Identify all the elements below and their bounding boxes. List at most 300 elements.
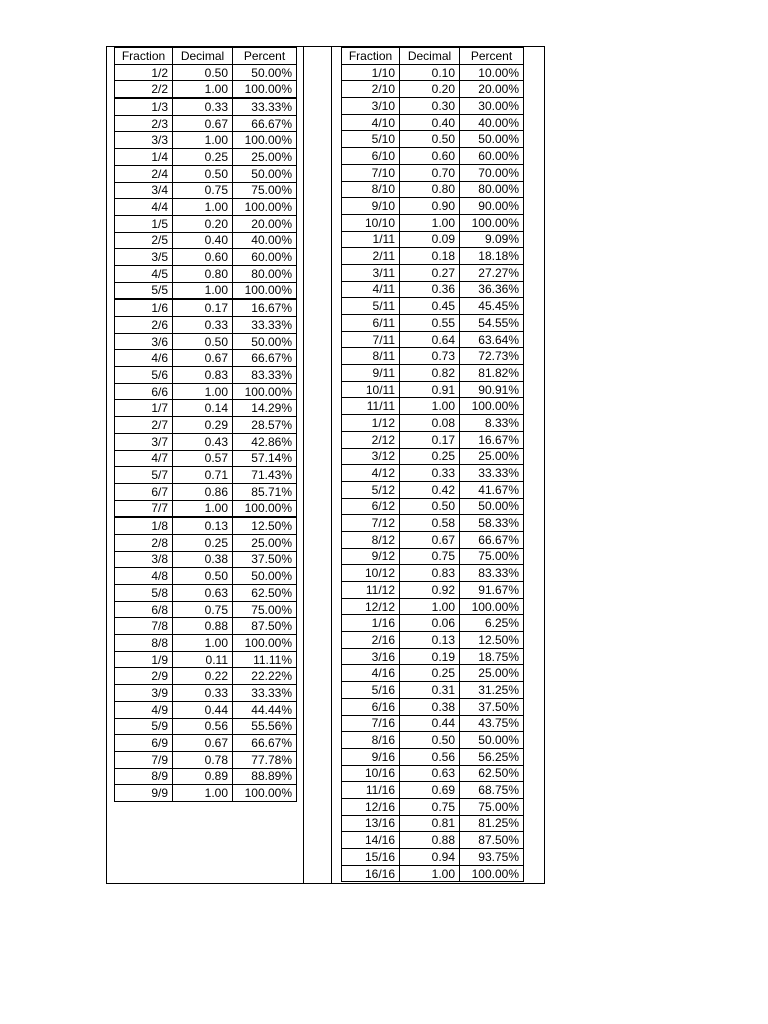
percent-cell: 31.25% [460,682,524,699]
percent-cell: 50.00% [460,131,524,148]
table-row [342,665,524,682]
fraction-cell: 6/12 [342,498,400,515]
fraction-cell: 16/16 [342,865,400,882]
table-row [115,249,297,266]
decimal-cell: 0.67 [173,115,233,132]
percent-cell: 33.33% [233,98,297,115]
table-row [342,248,524,265]
decimal-cell: 0.50 [400,732,460,749]
percent-cell: 37.50% [460,698,524,715]
table-row [115,98,297,115]
decimal-cell: 0.81 [400,815,460,832]
decimal-cell: 0.63 [400,765,460,782]
fraction-cell: 2/4 [115,165,173,182]
decimal-cell: 1.00 [173,785,233,802]
table-row [342,548,524,565]
percent-cell: 60.00% [460,148,524,165]
decimal-cell: 1.00 [173,635,233,652]
percent-cell: 75.00% [460,798,524,815]
decimal-cell: 0.80 [400,181,460,198]
percent-cell: 50.00% [233,333,297,350]
percent-cell: 50.00% [233,165,297,182]
decimal-cell: 0.70 [400,164,460,181]
percent-cell: 68.75% [460,782,524,799]
fraction-cell: 2/6 [115,317,173,334]
decimal-cell: 0.50 [173,568,233,585]
table-row [342,231,524,248]
fraction-cell: 7/11 [342,331,400,348]
percent-cell: 58.33% [460,515,524,532]
percent-cell: 62.50% [460,765,524,782]
table-row [115,115,297,132]
fraction-cell: 1/8 [115,517,173,534]
table-row [115,367,297,384]
percent-cell: 100.00% [233,282,297,299]
fraction-cell: 1/10 [342,64,400,81]
column-divider [331,46,332,884]
fraction-cell: 6/8 [115,601,173,618]
percent-cell: 33.33% [233,317,297,334]
percent-cell: 72.73% [460,348,524,365]
fraction-cell: 9/12 [342,548,400,565]
fraction-cell: 1/9 [115,651,173,668]
table-row [115,350,297,367]
table-row [115,668,297,685]
fraction-cell: 9/16 [342,748,400,765]
percent-cell: 8.33% [460,415,524,432]
table-row [115,685,297,702]
table-row [342,632,524,649]
percent-cell: 20.00% [233,215,297,232]
fraction-cell: 4/9 [115,701,173,718]
fraction-cell: 4/4 [115,199,173,216]
percent-cell: 87.50% [233,618,297,635]
table-row [342,498,524,515]
table-row [342,164,524,181]
decimal-cell: 0.40 [400,114,460,131]
fraction-header: Fraction [342,48,400,65]
table-row [342,131,524,148]
fraction-cell: 8/10 [342,181,400,198]
decimal-cell: 0.43 [173,433,233,450]
decimal-cell: 0.29 [173,417,233,434]
fraction-cell: 3/12 [342,448,400,465]
percent-cell: 40.00% [460,114,524,131]
decimal-cell: 0.44 [173,701,233,718]
fraction-cell: 9/10 [342,198,400,215]
fraction-cell: 8/9 [115,768,173,785]
table-row [115,383,297,400]
percent-header: Percent [233,48,297,65]
fraction-cell: 12/16 [342,798,400,815]
table-row [342,381,524,398]
fraction-cell: 3/3 [115,132,173,149]
decimal-cell: 0.33 [173,98,233,115]
fraction-cell: 2/11 [342,248,400,265]
fraction-cell: 10/16 [342,765,400,782]
fraction-cell: 1/12 [342,415,400,432]
decimal-cell: 0.67 [400,531,460,548]
fraction-cell: 6/6 [115,383,173,400]
percent-cell: 91.67% [460,582,524,599]
table-row [115,232,297,249]
percent-cell: 16.67% [460,431,524,448]
percent-cell: 75.00% [460,548,524,565]
percent-cell: 85.71% [233,483,297,500]
fraction-cell: 2/3 [115,115,173,132]
decimal-cell: 0.56 [400,748,460,765]
percent-cell: 11.11% [233,651,297,668]
decimal-cell: 0.90 [400,198,460,215]
percent-cell: 100.00% [233,785,297,802]
table-row [115,718,297,735]
percent-cell: 100.00% [233,500,297,517]
fraction-cell: 2/9 [115,668,173,685]
table-row [342,315,524,332]
decimal-cell: 0.67 [173,350,233,367]
table-row [342,648,524,665]
table-row [115,534,297,551]
decimal-cell: 0.27 [400,264,460,281]
percent-cell: 16.67% [233,299,297,316]
decimal-cell: 0.20 [400,81,460,98]
decimal-cell: 0.18 [400,248,460,265]
percent-cell: 50.00% [460,732,524,749]
fraction-cell: 9/11 [342,365,400,382]
decimal-cell: 0.20 [173,215,233,232]
fraction-cell: 6/11 [342,315,400,332]
percent-cell: 100.00% [460,214,524,231]
table-row [342,832,524,849]
table-row [115,618,297,635]
table-row [342,365,524,382]
decimal-cell: 0.56 [173,718,233,735]
percent-cell: 55.56% [233,718,297,735]
percent-cell: 66.67% [233,115,297,132]
decimal-cell: 0.91 [400,381,460,398]
table-row [115,735,297,752]
fraction-cell: 4/8 [115,568,173,585]
decimal-cell: 0.11 [173,651,233,668]
percent-cell: 81.25% [460,815,524,832]
table-row [342,81,524,98]
percent-cell: 100.00% [233,132,297,149]
decimal-cell: 0.25 [173,534,233,551]
fraction-cell: 5/5 [115,282,173,299]
percent-cell: 100.00% [460,398,524,415]
decimal-cell: 1.00 [173,500,233,517]
decimal-cell: 0.45 [400,298,460,315]
percent-cell: 71.43% [233,467,297,484]
fraction-cell: 3/16 [342,648,400,665]
table-row [115,333,297,350]
decimal-cell: 0.36 [400,281,460,298]
fraction-table-left [114,47,297,802]
table-row [342,698,524,715]
percent-cell: 66.67% [233,735,297,752]
fraction-cell: 4/16 [342,665,400,682]
decimal-cell: 1.00 [400,214,460,231]
decimal-header: Decimal [173,48,233,65]
fraction-table-right [341,47,524,882]
fraction-cell: 2/12 [342,431,400,448]
decimal-cell: 0.06 [400,615,460,632]
decimal-cell: 0.30 [400,98,460,115]
percent-cell: 18.75% [460,648,524,665]
decimal-cell: 0.86 [173,483,233,500]
percent-cell: 63.64% [460,331,524,348]
fraction-cell: 6/10 [342,148,400,165]
decimal-cell: 0.78 [173,751,233,768]
fraction-cell: 10/10 [342,214,400,231]
percent-cell: 75.00% [233,601,297,618]
percent-cell: 57.14% [233,450,297,467]
table-row [342,281,524,298]
decimal-cell: 0.38 [400,698,460,715]
percent-cell: 18.18% [460,248,524,265]
percent-cell: 6.25% [460,615,524,632]
table-row [115,651,297,668]
table-row [115,282,297,299]
percent-cell: 12.50% [233,517,297,534]
percent-cell: 42.86% [233,433,297,450]
decimal-cell: 0.73 [400,348,460,365]
fraction-cell: 11/11 [342,398,400,415]
table-row [342,849,524,866]
percent-cell: 25.00% [233,149,297,166]
fraction-cell: 7/8 [115,618,173,635]
decimal-cell: 0.67 [173,735,233,752]
decimal-cell: 0.14 [173,400,233,417]
fraction-cell: 7/10 [342,164,400,181]
table-row [115,751,297,768]
table-row [342,431,524,448]
percent-cell: 50.00% [233,64,297,81]
percent-cell: 12.50% [460,632,524,649]
table-row [342,448,524,465]
fraction-cell: 1/11 [342,231,400,248]
decimal-cell: 0.71 [173,467,233,484]
table-row [115,265,297,282]
decimal-cell: 1.00 [400,865,460,882]
fraction-cell: 4/11 [342,281,400,298]
percent-cell: 56.25% [460,748,524,765]
percent-cell: 90.91% [460,381,524,398]
fraction-cell: 8/11 [342,348,400,365]
fraction-cell: 3/6 [115,333,173,350]
percent-cell: 100.00% [233,635,297,652]
decimal-cell: 1.00 [173,383,233,400]
percent-cell: 45.45% [460,298,524,315]
table-row [342,732,524,749]
table-row [115,417,297,434]
decimal-cell: 0.88 [173,618,233,635]
percent-cell: 80.00% [233,265,297,282]
decimal-cell: 0.19 [400,648,460,665]
fraction-cell: 13/16 [342,815,400,832]
table-row [115,433,297,450]
fraction-cell: 11/16 [342,782,400,799]
decimal-cell: 0.75 [173,601,233,618]
fraction-cell: 11/12 [342,582,400,599]
decimal-cell: 0.75 [400,798,460,815]
fraction-cell: 4/5 [115,265,173,282]
decimal-cell: 0.75 [400,548,460,565]
percent-cell: 50.00% [233,568,297,585]
decimal-cell: 0.44 [400,715,460,732]
percent-cell: 30.00% [460,98,524,115]
decimal-cell: 0.88 [400,832,460,849]
decimal-cell: 0.25 [400,665,460,682]
table-row [342,765,524,782]
fraction-cell: 2/2 [115,81,173,98]
decimal-cell: 0.60 [173,249,233,266]
fraction-cell: 14/16 [342,832,400,849]
decimal-cell: 0.33 [400,465,460,482]
decimal-cell: 0.17 [173,299,233,316]
fraction-cell: 10/12 [342,565,400,582]
percent-cell: 66.67% [460,531,524,548]
percent-cell: 9.09% [460,231,524,248]
table-row [115,768,297,785]
decimal-cell: 0.50 [173,64,233,81]
decimal-cell: 1.00 [173,81,233,98]
table-row [342,682,524,699]
decimal-cell: 0.13 [400,632,460,649]
percent-cell: 25.00% [460,665,524,682]
fraction-cell: 2/16 [342,632,400,649]
decimal-cell: 0.10 [400,64,460,81]
fraction-cell: 8/16 [342,732,400,749]
decimal-cell: 0.80 [173,265,233,282]
decimal-cell: 0.17 [400,431,460,448]
percent-cell: 75.00% [233,182,297,199]
table-row [115,568,297,585]
fraction-cell: 7/16 [342,715,400,732]
header-row [342,48,524,65]
percent-cell: 33.33% [233,685,297,702]
table-row [342,148,524,165]
percent-cell: 54.55% [460,315,524,332]
table-row [342,64,524,81]
table-row [342,214,524,231]
fraction-cell: 1/5 [115,215,173,232]
decimal-cell: 0.50 [400,498,460,515]
decimal-cell: 0.33 [173,685,233,702]
fraction-cell: 3/11 [342,264,400,281]
table-row [342,181,524,198]
percent-cell: 28.57% [233,417,297,434]
decimal-cell: 0.50 [173,333,233,350]
fraction-cell: 5/16 [342,682,400,699]
table-row [342,515,524,532]
table-row [115,165,297,182]
table-row [342,348,524,365]
percent-cell: 25.00% [233,534,297,551]
fraction-cell: 6/9 [115,735,173,752]
decimal-header: Decimal [400,48,460,65]
percent-cell: 66.67% [233,350,297,367]
table-row [342,465,524,482]
decimal-cell: 1.00 [400,598,460,615]
fraction-cell: 7/9 [115,751,173,768]
fraction-cell: 3/9 [115,685,173,702]
percent-cell: 50.00% [460,498,524,515]
table-row [115,64,297,81]
percent-cell: 83.33% [233,367,297,384]
table-row [342,198,524,215]
percent-cell: 41.67% [460,481,524,498]
fraction-cell: 9/9 [115,785,173,802]
percent-cell: 81.82% [460,365,524,382]
fraction-cell: 8/8 [115,635,173,652]
fraction-cell: 3/5 [115,249,173,266]
decimal-cell: 0.25 [173,149,233,166]
decimal-cell: 0.69 [400,782,460,799]
fraction-cell: 4/6 [115,350,173,367]
decimal-cell: 0.09 [400,231,460,248]
decimal-cell: 0.94 [400,849,460,866]
table-row [342,815,524,832]
table-row [115,500,297,517]
percent-cell: 40.00% [233,232,297,249]
percent-cell: 70.00% [460,164,524,181]
fraction-cell: 5/9 [115,718,173,735]
fraction-cell: 15/16 [342,849,400,866]
table-row [115,317,297,334]
percent-cell: 60.00% [233,249,297,266]
decimal-cell: 0.89 [173,768,233,785]
fraction-cell: 1/2 [115,64,173,81]
percent-cell: 100.00% [233,199,297,216]
table-row [342,481,524,498]
table-row [115,785,297,802]
decimal-cell: 0.33 [173,317,233,334]
decimal-cell: 0.42 [400,481,460,498]
table-row [115,450,297,467]
table-row [115,517,297,534]
table-row [342,114,524,131]
decimal-cell: 0.83 [400,565,460,582]
fraction-cell: 5/12 [342,481,400,498]
table-row [115,701,297,718]
table-row [342,98,524,115]
decimal-cell: 1.00 [173,132,233,149]
fraction-cell: 8/12 [342,531,400,548]
fraction-cell: 7/7 [115,500,173,517]
percent-cell: 88.89% [233,768,297,785]
decimal-cell: 0.64 [400,331,460,348]
table-row [342,565,524,582]
percent-cell: 87.50% [460,832,524,849]
fraction-cell: 5/8 [115,585,173,602]
decimal-cell: 0.75 [173,182,233,199]
table-row [115,551,297,568]
percent-cell: 62.50% [233,585,297,602]
decimal-cell: 0.13 [173,517,233,534]
percent-cell: 100.00% [233,383,297,400]
decimal-cell: 0.63 [173,585,233,602]
header-row [115,48,297,65]
fraction-cell: 6/16 [342,698,400,715]
fraction-header: Fraction [115,48,173,65]
table-row [115,215,297,232]
fraction-cell: 2/10 [342,81,400,98]
percent-cell: 27.27% [460,264,524,281]
decimal-cell: 0.60 [400,148,460,165]
percent-cell: 43.75% [460,715,524,732]
decimal-cell: 0.58 [400,515,460,532]
